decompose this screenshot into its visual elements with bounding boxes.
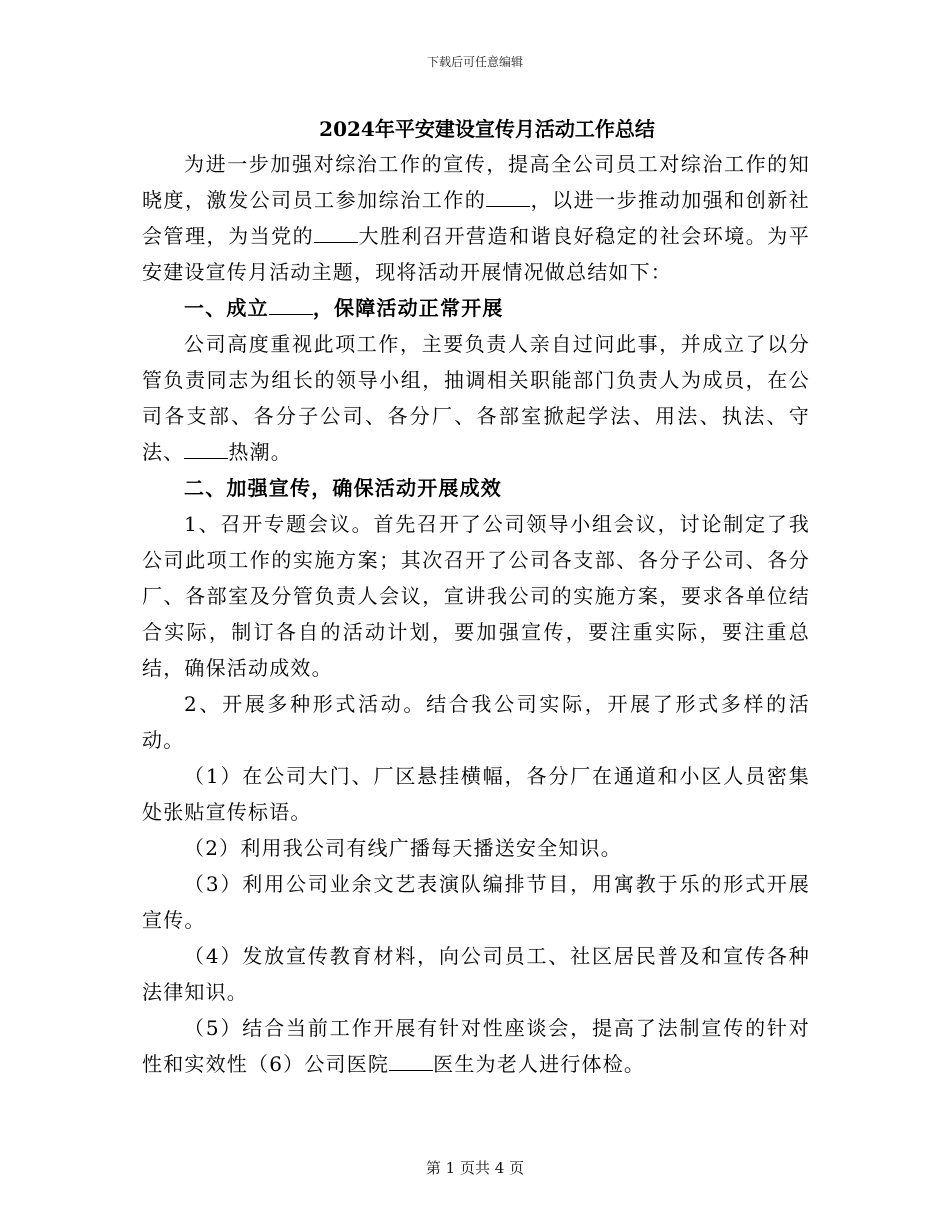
fill-blank: [389, 1052, 433, 1071]
section2-heading: 二、加强宣传，确保活动开展成效: [184, 476, 502, 500]
section1-text-a: 公司高度重视此项工作，主要负责人亲自过问此事，并成立了以分管负责同志为组长的领导小组，抽调相关职能部门负责人为成员，在公司各支部、各分子公司、各分厂、各部室掀起学法、用法、执法、守法、: [142, 332, 810, 464]
intro-paragraph: [142, 146, 810, 290]
section2-sub2: （2）利用我公司有线广播每天播送安全知识。: [184, 836, 622, 860]
section2-item2: 2、开展多种形式活动。结合我公司实际，开展了形式多样的活动。: [142, 692, 810, 752]
section1-heading: [142, 290, 810, 326]
section1-heading-b: ，保障活动正常开展: [312, 296, 504, 320]
section2-sub1: （1）在公司大门、厂区悬挂横幅，各分厂在通道和小区人员密集处张贴宣传标语。: [142, 764, 810, 824]
intro-text-c: 大胜利召开营造和谐良好稳定的社会环境。为平安建设宣传月活动主题，现将活动开展情况做总结如下：: [142, 224, 810, 284]
fill-blank: [184, 440, 228, 459]
page-number: 第 1 页共 4 页: [425, 1159, 525, 1177]
section2-sub5: [142, 1010, 810, 1082]
header-note: 下载后可任意编辑: [426, 55, 523, 69]
fill-blank: [314, 224, 358, 243]
section2-sub4: （4）发放宣传教育材料，向公司员工、社区居民普及和宣传各种法律知识。: [142, 944, 810, 1004]
fill-blank: [486, 188, 530, 207]
fill-blank: [269, 296, 313, 315]
section1-heading-a: 一、成立: [184, 296, 269, 320]
section2-sub5-b: 医生为老人进行体检。: [433, 1052, 646, 1076]
section1-text-b: 热潮。: [228, 440, 293, 464]
intro-text-b: ，以进一步推动加强和创新社会管理，为当党的: [142, 188, 810, 248]
intro-text-a: 为进一步加强对综治工作的宣传，提高全公司员工对综治工作的知晓度，激发公司员工参加综治工作的: [142, 152, 810, 212]
section2-item1: 1、召开专题会议。首先召开了公司领导小组会议，讨论制定了我公司此项工作的实施方案；其次召开了公司各支部、各分子公司、各分厂、各部室及分管负责人会议，宣讲我公司的实施方案，要求各单位结合实际，制订各自的活动计划，要加强宣传，要注重实际，要注重总结，确保活动成效。: [142, 512, 810, 680]
page-title: 2024年平安建设宣传月活动工作总结: [319, 117, 655, 141]
section2-sub5-a: （5）结合当前工作开展有针对性座谈会，提高了法制宣传的针对性和实效性（6）公司医院: [142, 1016, 810, 1076]
document-body: [142, 112, 810, 1082]
section2-sub3: （3）利用公司业余文艺表演队编排节目，用寓教于乐的形式开展宣传。: [142, 872, 810, 932]
section1-paragraph: [142, 326, 810, 470]
